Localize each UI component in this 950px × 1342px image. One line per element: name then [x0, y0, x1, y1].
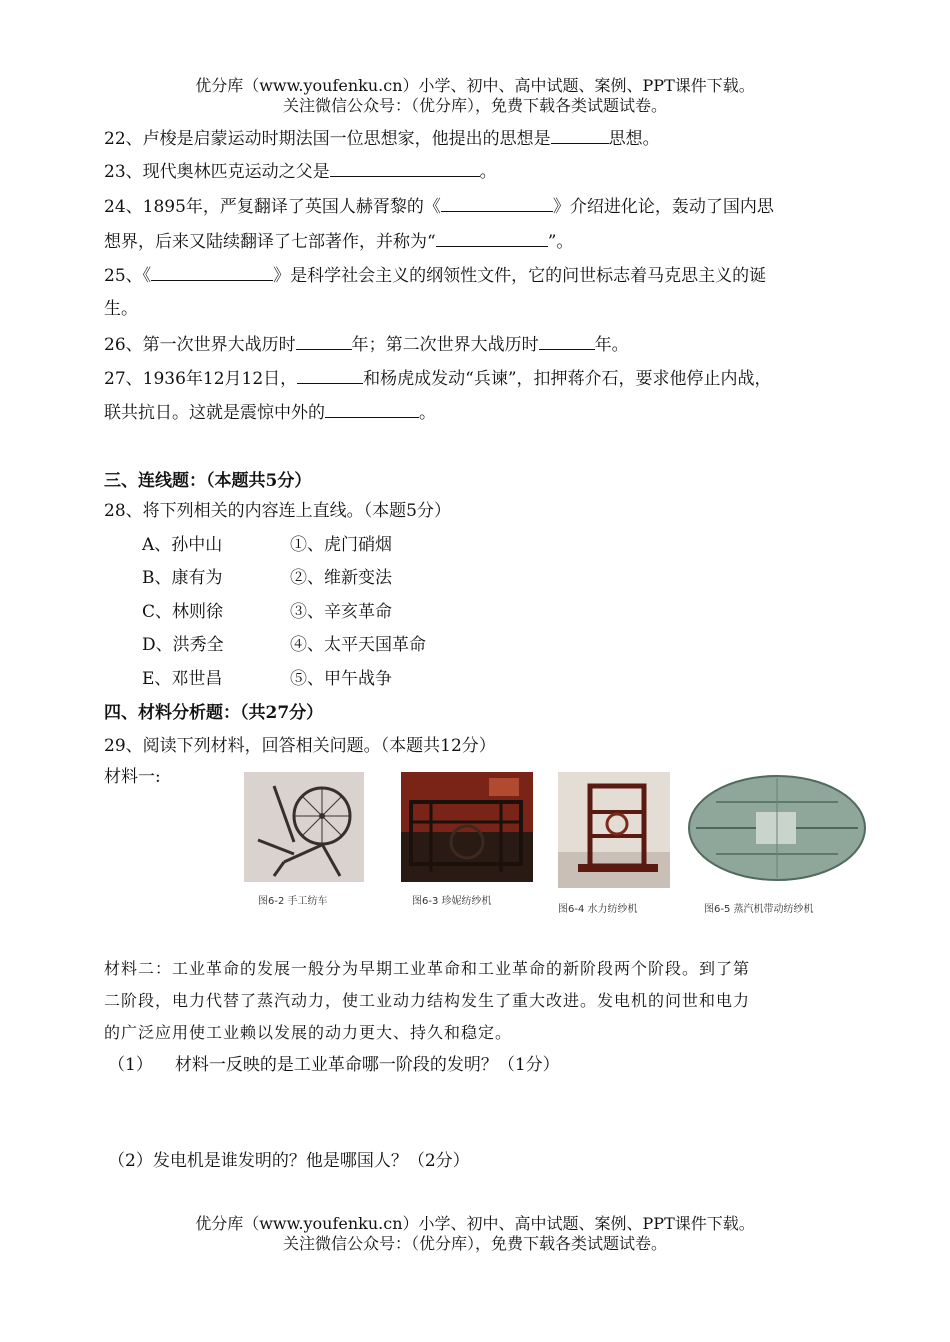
- photo-caption: 图6-3 珍妮纺纱机: [412, 896, 492, 907]
- spinning-jenny-photo: [401, 772, 533, 882]
- steam-mill-photo: [686, 772, 868, 888]
- match-right-2[interactable]: ②、维新变法: [290, 568, 392, 588]
- match-right-5[interactable]: ⑤、甲午战争: [290, 669, 392, 689]
- answer-blank[interactable]: [330, 160, 480, 177]
- match-right-3[interactable]: ③、辛亥革命: [290, 602, 392, 622]
- question-27-cont: 联共抗日。这就是震惊中外的 。: [104, 403, 436, 423]
- header-line-2: 关注微信公众号：（优分库），免费下载各类试题试卷。: [282, 96, 667, 115]
- photo-caption: 图6-2 手工纺车: [258, 896, 328, 907]
- section-4-title: 四、材料分析题：（共27分）: [104, 703, 324, 723]
- match-row: [142, 534, 392, 556]
- material-1-photos: [236, 768, 868, 918]
- question-29: 29、阅读下列材料，回答相关问题。（本题共12分）: [104, 736, 496, 756]
- answer-blank[interactable]: [539, 333, 595, 350]
- header-line-1: 优分库（www.youfenku.cn）小学、初中、高中试题、案例、PPT课件下载。: [195, 76, 755, 95]
- question-26: 26、第一次世界大战历时 年；第二次世界大战历时 年。: [104, 335, 629, 355]
- match-left-d[interactable]: D、洪秀全: [142, 635, 224, 655]
- photo-caption: 图6-5 蒸汽机带动纺纱机: [704, 904, 814, 915]
- match-left-a[interactable]: A、孙中山: [142, 535, 223, 555]
- question-28: 28、将下列相关的内容连上直线。（本题5分）: [104, 501, 451, 521]
- material-2-line-2: 二阶段，电力代替了蒸汽动力，使工业动力结构发生了重大改进。发电机的问世和电力: [104, 991, 751, 1010]
- footer-line-2: 关注微信公众号：（优分库），免费下载各类试题试卷。: [282, 1234, 667, 1253]
- match-right-1[interactable]: ①、虎门硝烟: [290, 535, 392, 555]
- answer-blank[interactable]: [151, 264, 273, 281]
- material-2-line-3: 的广泛应用使工业赖以发展的动力更大、持久和稳定。: [104, 1023, 513, 1042]
- answer-blank[interactable]: [297, 367, 363, 384]
- match-left-e[interactable]: E、邓世昌: [142, 669, 223, 689]
- material-2-line-1: 材料二：工业革命的发展一般分为早期工业革命和工业革命的新阶段两个阶段。到了第: [104, 959, 751, 978]
- question-23: 23、现代奥林匹克运动之父是 。: [104, 162, 497, 182]
- question-22: 22、卢梭是启蒙运动时期法国一位思想家，他提出的思想是 思想。: [104, 129, 660, 149]
- question-27: 27、1936年12月12日， 和杨虎成发动“兵谏”，扣押蒋介石，要求他停止内战，: [104, 369, 772, 389]
- answer-blank[interactable]: [436, 230, 548, 247]
- sub-question-1: （1） 材料一反映的是工业革命哪一阶段的发明？（1分）: [108, 1055, 560, 1075]
- material-1-label: 材料一:: [104, 767, 161, 787]
- section-3-title: 三、连线题：（本题共5分）: [104, 471, 312, 491]
- answer-blank[interactable]: [325, 401, 419, 418]
- water-frame-photo: [558, 772, 670, 888]
- match-row: [142, 668, 392, 690]
- match-left-b[interactable]: B、康有为: [142, 568, 223, 588]
- match-row: [142, 634, 426, 656]
- question-24-cont: 想界，后来又陆续翻译了七部著作，并称为“ ”。: [104, 232, 574, 252]
- photo-caption: 图6-4 水力纺纱机: [558, 904, 638, 915]
- match-right-4[interactable]: ④、太平天国革命: [290, 635, 426, 655]
- match-left-c[interactable]: C、林则徐: [142, 602, 224, 622]
- sub-question-2: （2）发电机是谁发明的？他是哪国人？（2分）: [108, 1151, 470, 1171]
- match-row: [142, 567, 392, 589]
- match-row: [142, 601, 392, 623]
- answer-blank[interactable]: [551, 127, 609, 144]
- footer-line-1: 优分库（www.youfenku.cn）小学、初中、高中试题、案例、PPT课件下载。: [195, 1214, 755, 1233]
- spinning-wheel-photo: [244, 772, 364, 882]
- answer-blank[interactable]: [441, 195, 553, 212]
- question-24: 24、1895年，严复翻译了英国人赫胥黎的《 》介绍进化论，轰动了国内思: [104, 197, 774, 217]
- question-25: 25、《 》是科学社会主义的纲领性文件，它的问世标志着马克思主义的诞: [104, 266, 767, 286]
- question-25-cont: 生。: [104, 299, 138, 319]
- answer-blank[interactable]: [296, 333, 352, 350]
